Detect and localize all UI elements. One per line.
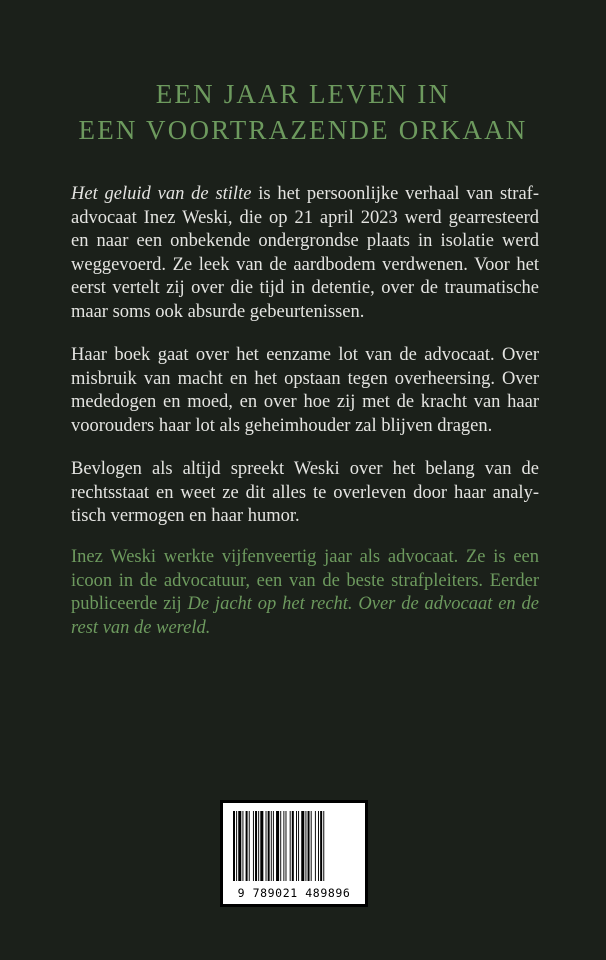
barcode-bar — [236, 811, 237, 881]
blurb-paragraph-1 — [71, 183, 539, 325]
barcode-bar — [233, 811, 235, 881]
blurb-line: eerst vertelt zij over die tijd in detentie, over de traumatische — [71, 278, 539, 299]
blurb-line: advocaat Inez Weski, die op 21 april 2023 werd gearresteerd — [71, 207, 539, 228]
blurb-line: rechtsstaat en weet ze dit alles te overleven door haar analy- — [71, 482, 539, 503]
barcode-bar — [318, 811, 319, 881]
barcode-bar — [273, 811, 274, 881]
barcode-bar — [280, 811, 281, 881]
barcode-bar — [271, 811, 272, 881]
barcode-bar — [315, 811, 316, 881]
barcode-bar — [242, 811, 243, 881]
blurb-line: misbruik van macht en het opstaan tegen overheersing. Over — [71, 368, 539, 389]
bio-line — [71, 593, 539, 617]
author-bio — [71, 546, 539, 640]
barcode-bar — [320, 811, 322, 881]
book-title: Het geluid van de stilte — [71, 184, 252, 204]
barcode-bar — [276, 811, 279, 881]
blurb-line: Haar boek gaat over het eenzame lot van de advocaat. Over — [71, 345, 539, 365]
barcode-icon — [233, 811, 355, 881]
barcode-bar — [246, 811, 248, 881]
barcode-bar — [249, 811, 250, 881]
blurb-paragraph-3 — [71, 458, 539, 529]
barcode-bar — [292, 811, 294, 881]
barcode-bar — [290, 811, 291, 881]
headline — [0, 76, 606, 148]
barcode-bar — [268, 811, 270, 881]
blurb-line: en naar een onbekende ondergrondse plaats in isolatie werd — [71, 231, 539, 252]
blurb-line: voorouders haar lot als geheimhouder zal blijven dragen. — [71, 415, 493, 436]
barcode-bar — [298, 811, 299, 881]
barcode-bar — [238, 811, 241, 881]
barcode-bar — [253, 811, 254, 881]
headline-line-1: EEN JAAR LEVEN IN — [155, 79, 451, 109]
blurb-line: weggevoerd. Ze leek van de aardbodem verdwenen. Voor het — [71, 254, 539, 275]
barcode-bar — [311, 811, 312, 881]
blurb-line: mededogen en moed, en over hoe zij met de kracht van haar — [71, 392, 539, 413]
previous-book-title-continued: rest van de wereld. — [71, 617, 211, 638]
previous-book-title: De jacht op het recht. Over de advocaat en de — [187, 594, 540, 615]
barcode-bar — [255, 811, 257, 881]
barcode-bar — [266, 811, 267, 881]
blurb-line — [71, 183, 539, 207]
barcode-bar — [258, 811, 259, 881]
barcode-bar — [305, 811, 306, 881]
blurb-text: is het persoonlijke verhaal van straf- — [251, 184, 539, 204]
isbn-barcode — [220, 800, 368, 907]
blurb-line: Bevlogen als altijd spreekt Weski over het belang van de — [71, 459, 539, 479]
blurb-paragraph-2 — [71, 344, 539, 438]
headline-line-2: EEN VOORTRAZENDE ORKAAN — [78, 115, 528, 145]
barcode-bar — [323, 811, 324, 881]
bio-line: icoon in de advocatuur, een van de beste strafpleiters. Eerder — [71, 570, 539, 591]
bio-line: Inez Weski werkte vijfenveertig jaar als advocaat. Ze is een — [71, 547, 539, 567]
bio-text: publiceerde zij — [71, 594, 188, 615]
isbn-number: 9 789021 489896 — [237, 886, 351, 900]
barcode-bar — [286, 811, 287, 881]
barcode-bar — [308, 811, 310, 881]
bio-line — [71, 617, 539, 641]
barcode-bar — [301, 811, 304, 881]
blurb-line: maar soms ook absurde gebeurtenissen. — [71, 301, 365, 322]
barcode-bar — [260, 811, 263, 881]
blurb-line: tisch vermogen en haar humor. — [71, 506, 300, 527]
barcode-bar — [296, 811, 297, 881]
barcode-bar — [283, 811, 284, 881]
